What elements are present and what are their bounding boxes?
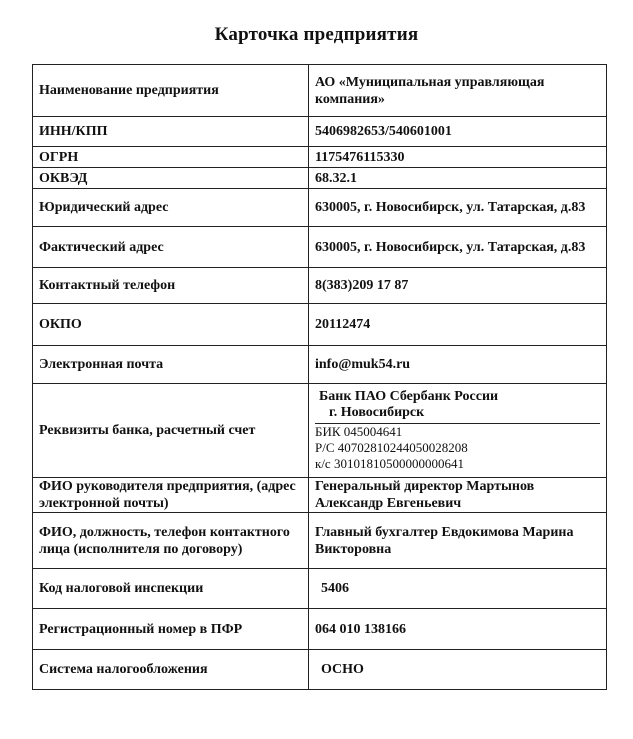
row-value: АО «Муниципальная управляющая компания» xyxy=(309,65,607,117)
row-label: ОКПО xyxy=(33,304,309,346)
table-row xyxy=(33,168,607,189)
row-value: info@muk54.ru xyxy=(309,346,607,384)
row-value: 5406 xyxy=(309,569,607,609)
bank-details-cell xyxy=(309,384,607,478)
row-label: ИНН/КПП xyxy=(33,117,309,147)
table-row xyxy=(33,117,607,147)
row-label: Код налоговой инспекции xyxy=(33,569,309,609)
row-label: Юридический адрес xyxy=(33,189,309,227)
bank-bik: БИК 045004641 xyxy=(315,424,403,439)
row-value: 630005, г. Новосибирск, ул. Татарская, д.83 xyxy=(309,227,607,268)
bank-correspondent-account: к/с 30101810500000000641 xyxy=(315,456,464,471)
bank-city-line: г. Новосибирск xyxy=(329,405,425,420)
row-value: 1175476115330 xyxy=(309,147,607,168)
table-row xyxy=(33,227,607,268)
bank-name xyxy=(315,389,600,424)
row-label: Система налогообложения xyxy=(33,650,309,690)
row-label: Электронная почта xyxy=(33,346,309,384)
bank-name-line: Банк ПАО Сбербанк России xyxy=(319,389,499,404)
bank-settlement-account: Р/С 40702810244050028208 xyxy=(315,440,468,455)
row-value: Главный бухгалтер Евдокимова Марина Викторовна xyxy=(309,513,607,569)
table-row xyxy=(33,609,607,650)
row-label: Наименование предприятия xyxy=(33,65,309,117)
table-row xyxy=(33,268,607,304)
table-row xyxy=(33,650,607,690)
table-row xyxy=(33,346,607,384)
row-label: Реквизиты банка, расчетный счет xyxy=(33,384,309,478)
table-row xyxy=(33,147,607,168)
table-row xyxy=(33,189,607,227)
row-value: ОСНО xyxy=(309,650,607,690)
page-title: Карточка предприятия xyxy=(214,24,419,45)
row-value: 20112474 xyxy=(309,304,607,346)
row-label: Фактический адрес xyxy=(33,227,309,268)
row-value: 064 010 138166 xyxy=(309,609,607,650)
table-row xyxy=(33,384,607,478)
row-value: Генеральный директор Мартынов Александр Евгеньевич xyxy=(309,478,607,513)
row-label: Регистрационный номер в ПФР xyxy=(33,609,309,650)
table-row xyxy=(33,65,607,117)
company-card-table xyxy=(32,64,607,690)
table-row xyxy=(33,478,607,513)
row-label: ОКВЭД xyxy=(33,168,309,189)
row-value: 630005, г. Новосибирск, ул. Татарская, д.83 xyxy=(309,189,607,227)
row-label: ОГРН xyxy=(33,147,309,168)
row-label: ФИО, должность, телефон контактного лица (исполнителя по договору) xyxy=(33,513,309,569)
row-label: Контактный телефон xyxy=(33,268,309,304)
table-row xyxy=(33,569,607,609)
row-value: 8(383)209 17 87 xyxy=(309,268,607,304)
table-row xyxy=(33,513,607,569)
row-value: 5406982653/540601001 xyxy=(309,117,607,147)
row-value: 68.32.1 xyxy=(309,168,607,189)
table-row xyxy=(33,304,607,346)
row-label: ФИО руководителя предприятия, (адрес электронной почты) xyxy=(33,478,309,513)
